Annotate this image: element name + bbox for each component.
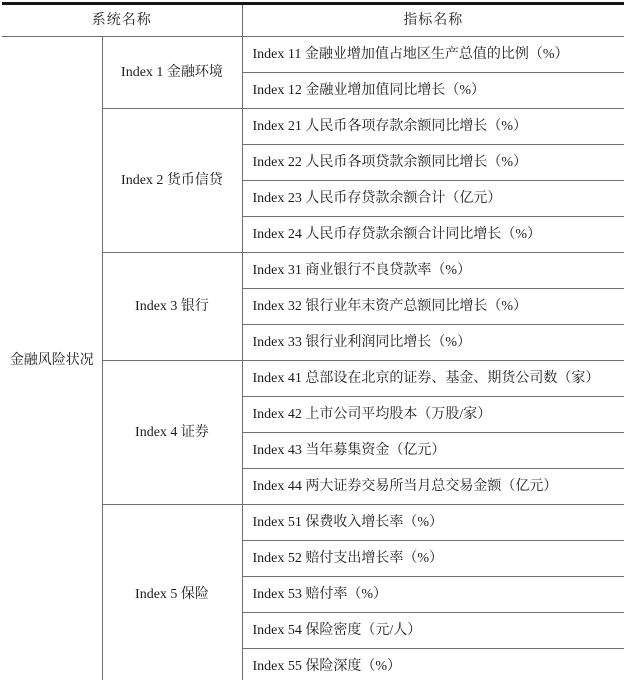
indicator-cell: Index 33 银行业利润同比增长（%） bbox=[242, 325, 624, 361]
indicator-cell: Index 12 金融业增加值同比增长（%） bbox=[242, 73, 624, 109]
group-cell-money-credit: Index 2 货币信贷 bbox=[102, 109, 242, 253]
indicator-cell: Index 11 金融业增加值占地区生产总值的比例（%） bbox=[242, 37, 624, 73]
indicator-cell: Index 54 保险密度（元/人） bbox=[242, 613, 624, 649]
indicator-cell: Index 43 当年募集资金（亿元） bbox=[242, 433, 624, 469]
indicator-cell: Index 42 上市公司平均股本（万股/家） bbox=[242, 397, 624, 433]
header-indicator-name: 指标名称 bbox=[242, 4, 624, 37]
indicator-cell: Index 21 人民币各项存款余额同比增长（%） bbox=[242, 109, 624, 145]
group-cell-banking: Index 3 银行 bbox=[102, 253, 242, 361]
header-system-name: 系统名称 bbox=[2, 4, 242, 37]
indicator-cell: Index 31 商业银行不良贷款率（%） bbox=[242, 253, 624, 289]
indicator-cell: Index 51 保费收入增长率（%） bbox=[242, 505, 624, 541]
indicator-cell: Index 23 人民币存贷款余额合计（亿元） bbox=[242, 181, 624, 217]
system-category-cell: 金融风险状况 bbox=[9, 352, 94, 368]
indicator-cell: Index 41 总部设在北京的证券、基金、期货公司数（家） bbox=[242, 361, 624, 397]
header-row bbox=[2, 4, 624, 37]
table-row bbox=[2, 37, 624, 73]
group-cell-securities: Index 4 证券 bbox=[102, 361, 242, 505]
indicator-cell: Index 24 人民币存贷款余额合计同比增长（%） bbox=[242, 217, 624, 253]
indicator-cell: Index 32 银行业年末资产总额同比增长（%） bbox=[242, 289, 624, 325]
indicator-cell: Index 22 人民币各项贷款余额同比增长（%） bbox=[242, 145, 624, 181]
group-cell-insurance: Index 5 保险 bbox=[102, 505, 242, 680]
group-cell-financial-environment: Index 1 金融环境 bbox=[102, 37, 242, 109]
indicator-cell: Index 55 保险深度（%） bbox=[242, 649, 624, 680]
indicator-cell: Index 53 赔付率（%） bbox=[242, 577, 624, 613]
indicator-cell: Index 52 赔付支出增长率（%） bbox=[242, 541, 624, 577]
indicator-cell: Index 44 两大证券交易所当月总交易金额（亿元） bbox=[242, 469, 624, 505]
financial-risk-indicator-table bbox=[2, 2, 624, 680]
